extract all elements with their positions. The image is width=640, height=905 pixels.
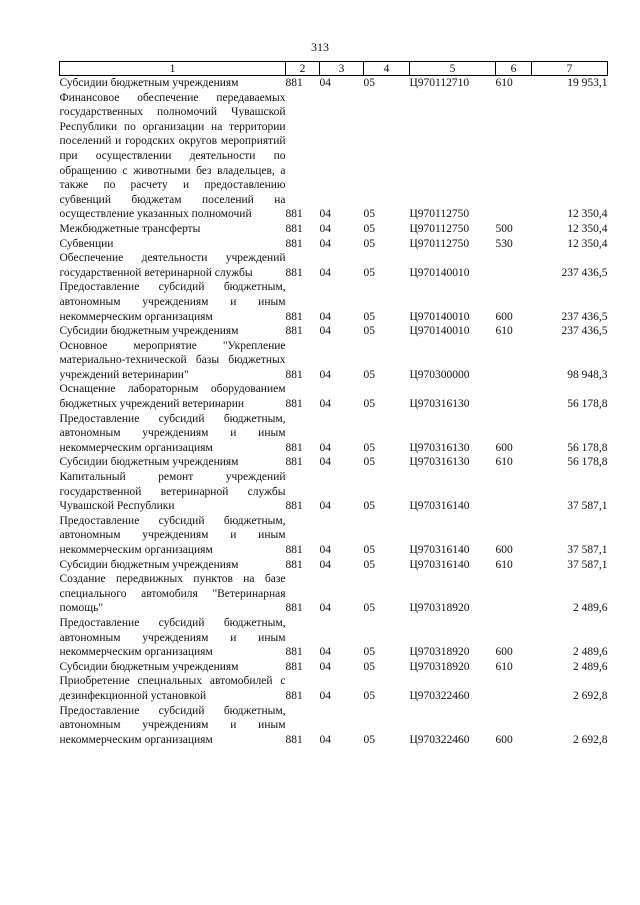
row-section-cell: 04 <box>319 660 331 673</box>
table-row <box>60 616 608 660</box>
row-expense-type-cell: 600 <box>495 441 513 454</box>
column-header: 2 <box>286 62 320 76</box>
row-target-article-cell: Ц970316130 <box>409 456 470 469</box>
column-header: 4 <box>364 62 410 76</box>
row-target-article-cell: Ц970140010 <box>409 266 470 279</box>
row-subsection-cell: 05 <box>363 733 375 746</box>
row-subsection-cell: 05 <box>363 398 375 411</box>
budget-table <box>59 61 608 747</box>
table-row <box>60 674 608 703</box>
table-row <box>60 222 608 237</box>
row-subsection-cell: 05 <box>363 310 375 323</box>
row-section-cell: 04 <box>319 733 331 746</box>
row-admin-code-cell: 881 <box>285 368 303 381</box>
row-target-article-cell: Ц970322460 <box>409 733 470 746</box>
row-name-cell: Субвенции <box>59 237 114 250</box>
row-expense-type-cell: 600 <box>495 544 513 556</box>
row-section-cell: 04 <box>319 325 331 338</box>
row-amount-cell: 237 436,5 <box>561 266 608 279</box>
row-section-cell: 04 <box>319 208 331 221</box>
column-header: 1 <box>60 62 286 76</box>
row-target-article-cell: Ц970140010 <box>409 310 470 323</box>
row-amount-cell: 56 178,8 <box>567 456 608 469</box>
row-admin-code-cell: 881 <box>285 558 303 571</box>
row-subsection-cell: 05 <box>363 441 375 454</box>
row-name-cell: Обеспечение деятельности учреждений государственной ветеринарной службы <box>59 252 286 279</box>
row-amount-cell: 2 489,6 <box>573 602 608 615</box>
row-name-cell: Предоставление субсидий бюджетным, автономным учреждениям и иным некоммерческим организациям <box>59 281 286 323</box>
row-subsection-cell: 05 <box>363 544 375 556</box>
row-section-cell: 04 <box>319 237 331 250</box>
row-target-article-cell: Ц970112710 <box>409 77 470 89</box>
row-section-cell: 04 <box>319 646 331 659</box>
table-row <box>60 91 608 222</box>
row-admin-code-cell: 881 <box>285 237 303 250</box>
table-row <box>60 470 608 514</box>
row-section-cell: 04 <box>319 456 331 469</box>
row-name-cell: Предоставление субсидий бюджетным, автономным учреждениям и иным некоммерческим организациям <box>59 412 286 454</box>
row-section-cell: 04 <box>319 398 331 411</box>
row-target-article-cell: Ц970316130 <box>409 398 470 411</box>
row-section-cell: 04 <box>319 77 331 89</box>
row-expense-type-cell: 600 <box>495 310 513 323</box>
row-admin-code-cell: 881 <box>285 733 303 746</box>
row-amount-cell: 2 489,6 <box>573 646 608 659</box>
row-expense-type-cell: 610 <box>495 325 513 338</box>
table-row <box>60 76 608 91</box>
row-name-cell: Субсидии бюджетным учреждениям <box>59 660 239 673</box>
row-target-article-cell: Ц970112750 <box>409 237 470 250</box>
row-amount-cell: 37 587,1 <box>567 558 608 571</box>
column-header: 3 <box>320 62 364 76</box>
row-expense-type-cell <box>496 91 532 222</box>
row-name-cell: Межбюджетные трансферты <box>59 222 201 235</box>
row-expense-type-cell <box>496 470 532 514</box>
row-section-cell: 04 <box>319 222 331 235</box>
row-target-article-cell: Ц970112750 <box>409 222 470 235</box>
row-subsection-cell: 05 <box>363 689 375 702</box>
row-amount-cell: 12 350,4 <box>567 237 608 250</box>
row-admin-code-cell: 881 <box>285 646 303 659</box>
table-row <box>60 339 608 383</box>
row-target-article-cell: Ц970140010 <box>409 325 470 338</box>
row-subsection-cell: 05 <box>363 222 375 235</box>
table-row <box>60 382 608 411</box>
row-section-cell: 04 <box>319 544 331 556</box>
row-subsection-cell: 05 <box>363 208 375 221</box>
row-subsection-cell: 05 <box>363 500 375 513</box>
row-admin-code-cell: 881 <box>285 660 303 673</box>
row-subsection-cell: 05 <box>363 646 375 659</box>
row-section-cell: 04 <box>319 310 331 323</box>
row-name-cell: Предоставление субсидий бюджетным, автономным учреждениям и иным некоммерческим организациям <box>59 616 286 659</box>
row-subsection-cell: 05 <box>363 660 375 673</box>
row-admin-code-cell: 881 <box>285 500 303 513</box>
table-row <box>60 704 608 748</box>
row-admin-code-cell: 881 <box>285 544 303 556</box>
row-target-article-cell: Ц970322460 <box>409 689 470 702</box>
row-name-cell: Субсидии бюджетным учреждениям <box>59 325 239 338</box>
row-amount-cell: 98 948,3 <box>567 368 608 381</box>
row-expense-type-cell: 530 <box>495 237 513 250</box>
row-name-cell: Создание передвижных пунктов на базе специального автомобиля "Ветеринарная помощь" <box>59 573 286 615</box>
column-header: 5 <box>410 62 496 76</box>
row-expense-type-cell: 500 <box>495 222 513 235</box>
row-amount-cell: 12 350,4 <box>567 222 608 235</box>
row-expense-type-cell: 600 <box>495 733 513 746</box>
row-expense-type-cell: 600 <box>495 646 513 659</box>
row-name-cell: Субсидии бюджетным учреждениям <box>59 77 239 89</box>
row-admin-code-cell: 881 <box>285 441 303 454</box>
row-target-article-cell: Ц970300000 <box>409 368 470 381</box>
page-number: 313 <box>311 40 329 54</box>
row-name-cell: Предоставление субсидий бюджетным, автономным учреждениям и иным некоммерческим организациям <box>59 514 286 556</box>
row-subsection-cell: 05 <box>363 456 375 469</box>
row-expense-type-cell <box>496 572 532 616</box>
row-name-cell: Оснащение лабораторным оборудованием бюджетных учреждений ветеринарии <box>59 383 286 411</box>
row-amount-cell: 37 587,1 <box>567 544 608 556</box>
row-expense-type-cell <box>496 382 532 411</box>
row-name-cell: Финансовое обеспечение передаваемых государственных полномочий Чувашской Республики по организации на территории поселений и городских округов мероприятий при осуществлении деятельности по обращению с животными без владельцев, а также по расчету и предоставлению субвенций бюджетам поселений на осуществление указанных полномочий <box>59 91 286 221</box>
table-row <box>60 572 608 616</box>
row-amount-cell: 237 436,5 <box>561 325 608 338</box>
row-section-cell: 04 <box>319 689 331 702</box>
row-admin-code-cell: 881 <box>285 325 303 338</box>
row-section-cell: 04 <box>319 441 331 454</box>
table-row <box>60 251 608 280</box>
row-expense-type-cell: 610 <box>495 558 513 571</box>
row-amount-cell: 2 692,8 <box>573 733 608 746</box>
row-target-article-cell: Ц970316140 <box>409 558 470 571</box>
row-name-cell: Капитальный ремонт учреждений государственной ветеринарной службы Чувашской Республики <box>59 471 286 513</box>
row-name-cell: Основное мероприятие "Укрепление материально-технической базы бюджетных учреждений ветеринарии" <box>59 339 286 381</box>
row-amount-cell: 37 587,1 <box>567 500 608 513</box>
table-row <box>60 514 608 558</box>
row-expense-type-cell <box>496 339 532 383</box>
row-expense-type-cell <box>496 674 532 703</box>
table-row <box>60 660 608 675</box>
row-subsection-cell: 05 <box>363 266 375 279</box>
row-subsection-cell: 05 <box>363 237 375 250</box>
row-admin-code-cell: 881 <box>285 398 303 411</box>
row-expense-type-cell <box>496 251 532 280</box>
row-name-cell: Предоставление субсидий бюджетным, автономным учреждениям и иным некоммерческим организациям <box>59 704 286 746</box>
row-admin-code-cell: 881 <box>285 266 303 279</box>
row-subsection-cell: 05 <box>363 558 375 571</box>
row-amount-cell: 56 178,8 <box>567 441 608 454</box>
row-admin-code-cell: 881 <box>285 77 303 89</box>
row-amount-cell: 237 436,5 <box>561 310 608 323</box>
row-name-cell: Субсидии бюджетным учреждениям <box>59 456 239 469</box>
row-amount-cell: 56 178,8 <box>567 398 608 411</box>
row-target-article-cell: Ц970316140 <box>409 544 470 556</box>
row-amount-cell: 2 692,8 <box>573 689 608 702</box>
row-subsection-cell: 05 <box>363 368 375 381</box>
table-row <box>60 455 608 470</box>
row-admin-code-cell: 881 <box>285 456 303 469</box>
row-target-article-cell: Ц970316130 <box>409 441 470 454</box>
row-target-article-cell: Ц970112750 <box>409 208 470 221</box>
row-name-cell: Приобретение специальных автомобилей с дезинфекционной установкой <box>59 675 286 702</box>
row-expense-type-cell: 610 <box>495 660 513 673</box>
row-amount-cell: 2 489,6 <box>573 660 608 673</box>
column-number-row <box>60 62 608 76</box>
row-subsection-cell: 05 <box>363 77 375 89</box>
row-subsection-cell: 05 <box>363 602 375 615</box>
row-amount-cell: 19 953,1 <box>567 77 608 89</box>
row-target-article-cell: Ц970316140 <box>409 500 470 513</box>
row-section-cell: 04 <box>319 558 331 571</box>
table-row <box>60 412 608 456</box>
column-header: 7 <box>532 62 608 76</box>
row-admin-code-cell: 881 <box>285 689 303 702</box>
row-target-article-cell: Ц970318920 <box>409 660 470 673</box>
row-expense-type-cell: 610 <box>495 456 513 469</box>
row-name-cell: Субсидии бюджетным учреждениям <box>59 558 239 571</box>
column-header: 6 <box>496 62 532 76</box>
row-target-article-cell: Ц970318920 <box>409 646 470 659</box>
row-admin-code-cell: 881 <box>285 222 303 235</box>
row-section-cell: 04 <box>319 500 331 513</box>
row-amount-cell: 12 350,4 <box>567 208 608 221</box>
table-row <box>60 558 608 573</box>
row-admin-code-cell: 881 <box>285 310 303 323</box>
row-section-cell: 04 <box>319 602 331 615</box>
row-admin-code-cell: 881 <box>285 208 303 221</box>
table-row <box>60 280 608 324</box>
row-admin-code-cell: 881 <box>285 602 303 615</box>
row-section-cell: 04 <box>319 266 331 279</box>
row-expense-type-cell: 610 <box>495 77 513 89</box>
table-row <box>60 324 608 339</box>
table-row <box>60 237 608 252</box>
row-target-article-cell: Ц970318920 <box>409 602 470 615</box>
row-subsection-cell: 05 <box>363 325 375 338</box>
row-section-cell: 04 <box>319 368 331 381</box>
